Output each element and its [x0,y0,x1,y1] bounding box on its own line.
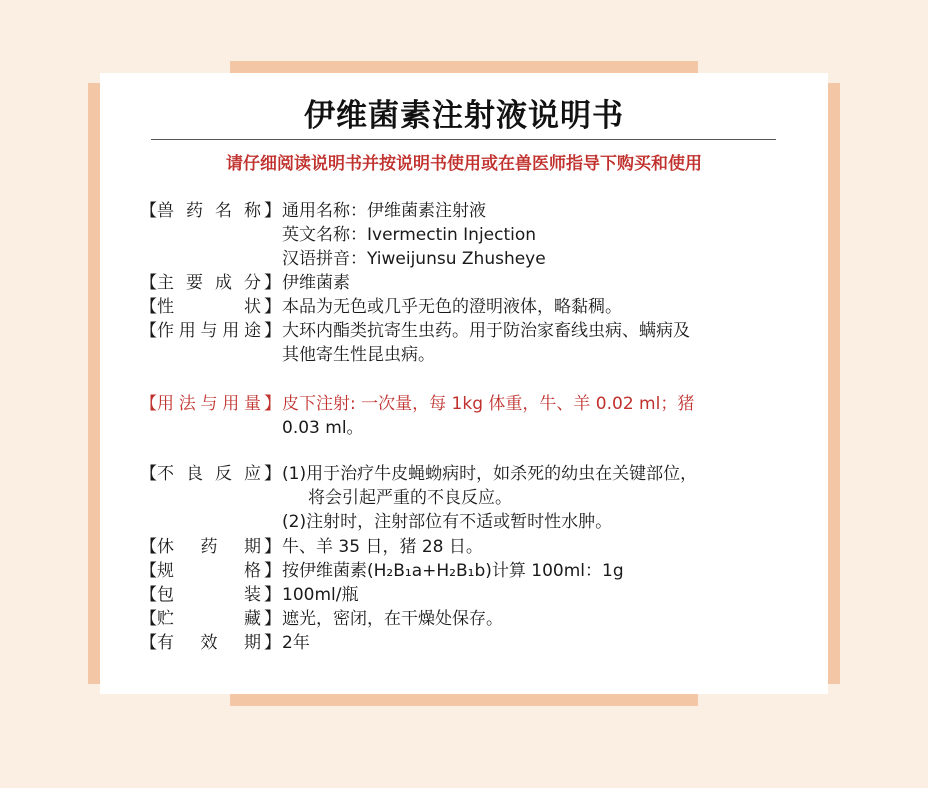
label-char: 应 [244,464,261,484]
label-char: 不 [157,464,174,484]
label-char: 用 [222,394,240,414]
label-bracket-close: 】 [264,321,281,341]
label-char: 效 [200,633,218,653]
label-text [157,560,261,583]
label-char: 规 [157,561,174,581]
label-bracket-open: 【 [140,273,157,293]
label-bracket-open: 【 [140,464,157,484]
label-char: 休 [157,537,174,557]
row-value: 大环内酯类抗寄生虫药。用于防治家畜线虫病、螨病及 [282,321,690,341]
label-char: 药 [200,537,218,557]
label-char: 良 [186,464,203,484]
label-text [157,632,261,655]
row-value: 本品为无色或几乎无色的澄明液体，略黏稠。 [282,297,622,317]
label-char: 状 [244,297,261,317]
label-char: 要 [186,273,203,293]
row-value: 2年 [282,633,310,653]
label-bracket-close: 】 [264,297,281,317]
label-bracket-open: 【 [140,321,157,341]
label-bracket-open: 【 [140,394,157,414]
label-char: 分 [244,273,261,293]
label-text [157,272,261,295]
label-bracket-close: 】 [264,585,281,605]
row-value: 按伊维菌素(H₂B₁a+H₂B₁b)计算 100ml：1g [282,561,624,581]
label-char: 包 [157,585,174,605]
label-text [157,463,261,486]
label-char: 与 [200,321,218,341]
row-value: 伊维菌素 [282,273,350,293]
warning-notice: 请仔细阅读说明书并按说明书使用或在兽医师指导下购买和使用 [226,154,702,174]
label-bracket-close: 】 [264,561,281,581]
row-value: 皮下注射: 一次量，每 1kg 体重，牛、羊 0.02 ml；猪 [282,394,695,414]
label-char: 有 [157,633,174,653]
label-text [157,608,261,631]
label-char: 反 [215,464,232,484]
label-bracket-close: 】 [264,633,281,653]
label-char: 主 [157,273,174,293]
label-char: 用 [222,321,240,341]
label-char: 途 [244,321,261,341]
label-text [157,393,261,416]
label-char: 藏 [244,609,261,629]
label-char: 期 [244,633,261,653]
label-char: 用 [157,394,174,414]
row-value: 100ml/瓶 [282,585,359,605]
english-name: 英文名称：Ivermectin Injection [282,225,537,245]
label-bracket-close: 】 [264,537,281,557]
label-text [157,200,261,223]
label-bracket-open: 【 [140,537,157,557]
label-char: 成 [215,273,232,293]
label-char: 格 [244,561,261,581]
label-char: 药 [186,201,203,221]
title-divider [151,139,776,140]
usage-continued: 其他寄生性昆虫病。 [282,345,435,365]
label-char: 兽 [157,201,174,221]
row-value: (1)用于治疗牛皮蝇蚴病时，如杀死的幼虫在关键部位， [282,464,698,484]
label-char: 称 [244,201,261,221]
label-bracket-open: 【 [140,201,157,221]
dosage-continued: 0.03 ml。 [282,418,364,438]
label-bracket-open: 【 [140,633,157,653]
label-text [157,536,261,559]
label-char: 名 [215,201,232,221]
label-bracket-close: 】 [264,201,281,221]
label-bracket-open: 【 [140,561,157,581]
label-bracket-open: 【 [140,609,157,629]
adverse-item-2: (2)注射时，注射部位有不适或暂时性水肿。 [282,512,613,532]
row-value: 通用名称：伊维菌素注射液 [282,201,486,221]
label-char: 法 [178,394,196,414]
adverse-continued: 将会引起严重的不良反应。 [308,488,512,508]
row-value: 遮光，密闭，在干燥处保存。 [282,609,503,629]
label-bracket-open: 【 [140,585,157,605]
label-char: 与 [200,394,218,414]
label-bracket-close: 】 [264,609,281,629]
label-text [157,296,261,319]
label-text [157,320,261,343]
label-char: 装 [244,585,261,605]
pinyin-name: 汉语拼音：Yiweijunsu Zhusheye [282,249,546,269]
label-char: 用 [178,321,196,341]
label-char: 量 [244,394,261,414]
label-bracket-close: 】 [264,273,281,293]
label-text [157,584,261,607]
label-char: 期 [244,537,261,557]
row-value: 牛、羊 35 日，猪 28 日。 [282,537,483,557]
label-char: 性 [157,297,174,317]
document-title: 伊维菌素注射液说明书 [304,98,624,134]
label-bracket-close: 】 [264,394,281,414]
label-char: 作 [157,321,174,341]
label-bracket-close: 】 [264,464,281,484]
label-char: 贮 [157,609,174,629]
label-bracket-open: 【 [140,297,157,317]
